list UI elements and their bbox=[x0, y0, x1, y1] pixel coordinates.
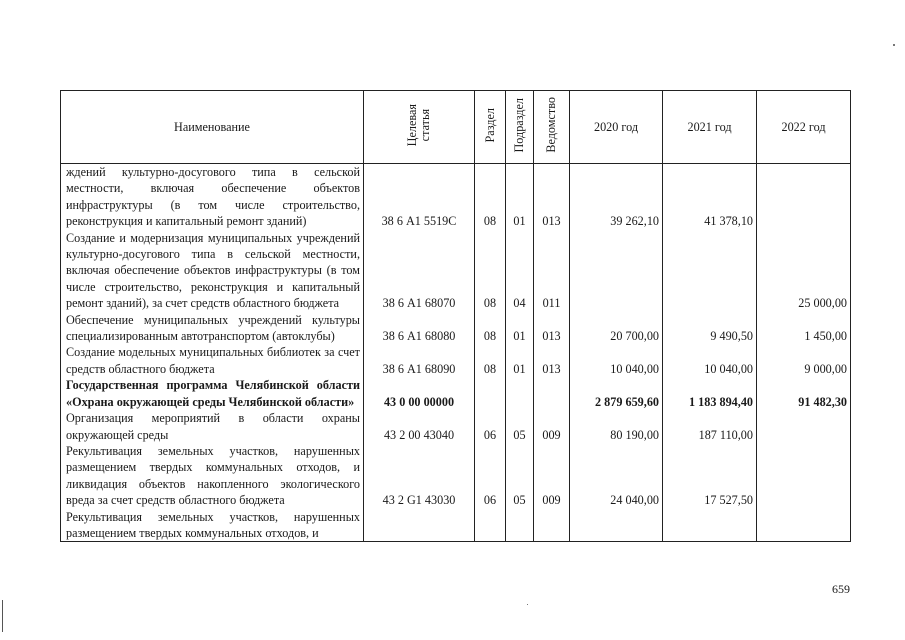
header-section: Раздел bbox=[475, 91, 506, 164]
cell-year-2022: 91 482,30 bbox=[757, 377, 851, 410]
cell-year-2021 bbox=[663, 509, 757, 542]
budget-table bbox=[60, 90, 851, 542]
cell-subsection: 05 bbox=[506, 410, 534, 443]
cell-year-2021: 187 110,00 bbox=[663, 410, 757, 443]
scan-speck bbox=[893, 44, 895, 46]
cell-subsection bbox=[506, 509, 534, 542]
cell-target-article: 43 0 00 00000 bbox=[364, 377, 475, 410]
cell-year-2021: 1 183 894,40 bbox=[663, 377, 757, 410]
cell-subsection: 01 bbox=[506, 164, 534, 230]
cell-target-article: 38 6 А1 68090 bbox=[364, 344, 475, 377]
table-row bbox=[61, 230, 851, 312]
cell-year-2020: 10 040,00 bbox=[570, 344, 663, 377]
cell-target-article: 38 6 А1 68080 bbox=[364, 312, 475, 345]
cell-year-2020: 2 879 659,60 bbox=[570, 377, 663, 410]
table-row bbox=[61, 410, 851, 443]
cell-department: 011 bbox=[534, 230, 570, 312]
cell-section: 08 bbox=[475, 230, 506, 312]
cell-year-2020: 80 190,00 bbox=[570, 410, 663, 443]
cell-department bbox=[534, 377, 570, 410]
cell-department: 013 bbox=[534, 344, 570, 377]
cell-section: 08 bbox=[475, 164, 506, 230]
cell-name: Обеспечение муниципальных учреждений культуры специализированным автотранспортом (автоклубы) bbox=[61, 312, 364, 345]
cell-section bbox=[475, 377, 506, 410]
cell-name: Создание модельных муниципальных библиотек за счет средств областного бюджета bbox=[61, 344, 364, 377]
cell-year-2022: 25 000,00 bbox=[757, 230, 851, 312]
cell-year-2022: 1 450,00 bbox=[757, 312, 851, 345]
cell-year-2021: 10 040,00 bbox=[663, 344, 757, 377]
table-row bbox=[61, 509, 851, 542]
cell-section: 08 bbox=[475, 344, 506, 377]
cell-department bbox=[534, 509, 570, 542]
cell-year-2020: 39 262,10 bbox=[570, 164, 663, 230]
cell-name: Рекультивация земельных участков, нарушенных размещением твердых коммунальных отходов, и ликвидация объектов накопленного экологического вреда за счет средств областного бюджета bbox=[61, 443, 364, 509]
table-row bbox=[61, 443, 851, 509]
cell-section bbox=[475, 509, 506, 542]
cell-year-2020 bbox=[570, 230, 663, 312]
cell-subsection: 04 bbox=[506, 230, 534, 312]
cell-target-article bbox=[364, 509, 475, 542]
header-target-article: Целевая статья bbox=[364, 91, 475, 164]
cell-target-article: 38 6 А1 5519С bbox=[364, 164, 475, 230]
header-year-2020: 2020 год bbox=[570, 91, 663, 164]
header-name: Наименование bbox=[61, 91, 364, 164]
cell-year-2021 bbox=[663, 230, 757, 312]
cell-year-2022 bbox=[757, 443, 851, 509]
cell-year-2020: 24 040,00 bbox=[570, 443, 663, 509]
table-body bbox=[61, 164, 851, 542]
header-subsection: Подраздел bbox=[506, 91, 534, 164]
table-row bbox=[61, 344, 851, 377]
cell-department: 013 bbox=[534, 164, 570, 230]
cell-department: 013 bbox=[534, 312, 570, 345]
cell-year-2021: 41 378,10 bbox=[663, 164, 757, 230]
cell-name: Государственная программа Челябинской области «Охрана окружающей среды Челябинской области» bbox=[61, 377, 364, 410]
page-number: 659 bbox=[832, 582, 850, 596]
cell-name: ждений культурно-досугового типа в сельской местности, включая обеспечение объектов инфраструктуры (в том числе строительство, реконструкция и капитальный ремонт зданий) bbox=[61, 164, 364, 230]
table-row bbox=[61, 312, 851, 345]
cell-year-2020: 20 700,00 bbox=[570, 312, 663, 345]
cell-name: Создание и модернизация муниципальных учреждений культурно-досугового типа в сельской местности, включая обеспечение объектов инфраструктуры (в том числе строительство, реконструкция и капитальный ремонт зданий), за счет средств областного бюджета bbox=[61, 230, 364, 312]
cell-year-2021: 9 490,50 bbox=[663, 312, 757, 345]
cell-name: Организация мероприятий в области охраны окружающей среды bbox=[61, 410, 364, 443]
cell-name: Рекультивация земельных участков, нарушенных размещением твердых коммунальных отходов, и bbox=[61, 509, 364, 542]
header-year-2021: 2021 год bbox=[663, 91, 757, 164]
cell-target-article: 43 2 00 43040 bbox=[364, 410, 475, 443]
cell-section: 06 bbox=[475, 443, 506, 509]
cell-year-2022 bbox=[757, 164, 851, 230]
scan-margin-mark bbox=[2, 600, 3, 632]
cell-year-2022: 9 000,00 bbox=[757, 344, 851, 377]
header-department: Ведомство bbox=[534, 91, 570, 164]
cell-subsection: 05 bbox=[506, 443, 534, 509]
cell-year-2020 bbox=[570, 509, 663, 542]
header-year-2022: 2022 год bbox=[757, 91, 851, 164]
cell-target-article: 43 2 G1 43030 bbox=[364, 443, 475, 509]
table-header bbox=[61, 91, 851, 164]
cell-department: 009 bbox=[534, 443, 570, 509]
cell-section: 08 bbox=[475, 312, 506, 345]
cell-subsection: 01 bbox=[506, 344, 534, 377]
cell-section: 06 bbox=[475, 410, 506, 443]
scan-speck bbox=[527, 604, 528, 605]
cell-target-article: 38 6 А1 68070 bbox=[364, 230, 475, 312]
cell-department: 009 bbox=[534, 410, 570, 443]
cell-subsection bbox=[506, 377, 534, 410]
cell-year-2022 bbox=[757, 410, 851, 443]
cell-subsection: 01 bbox=[506, 312, 534, 345]
table-row bbox=[61, 164, 851, 230]
cell-year-2022 bbox=[757, 509, 851, 542]
table-row bbox=[61, 377, 851, 410]
cell-year-2021: 17 527,50 bbox=[663, 443, 757, 509]
